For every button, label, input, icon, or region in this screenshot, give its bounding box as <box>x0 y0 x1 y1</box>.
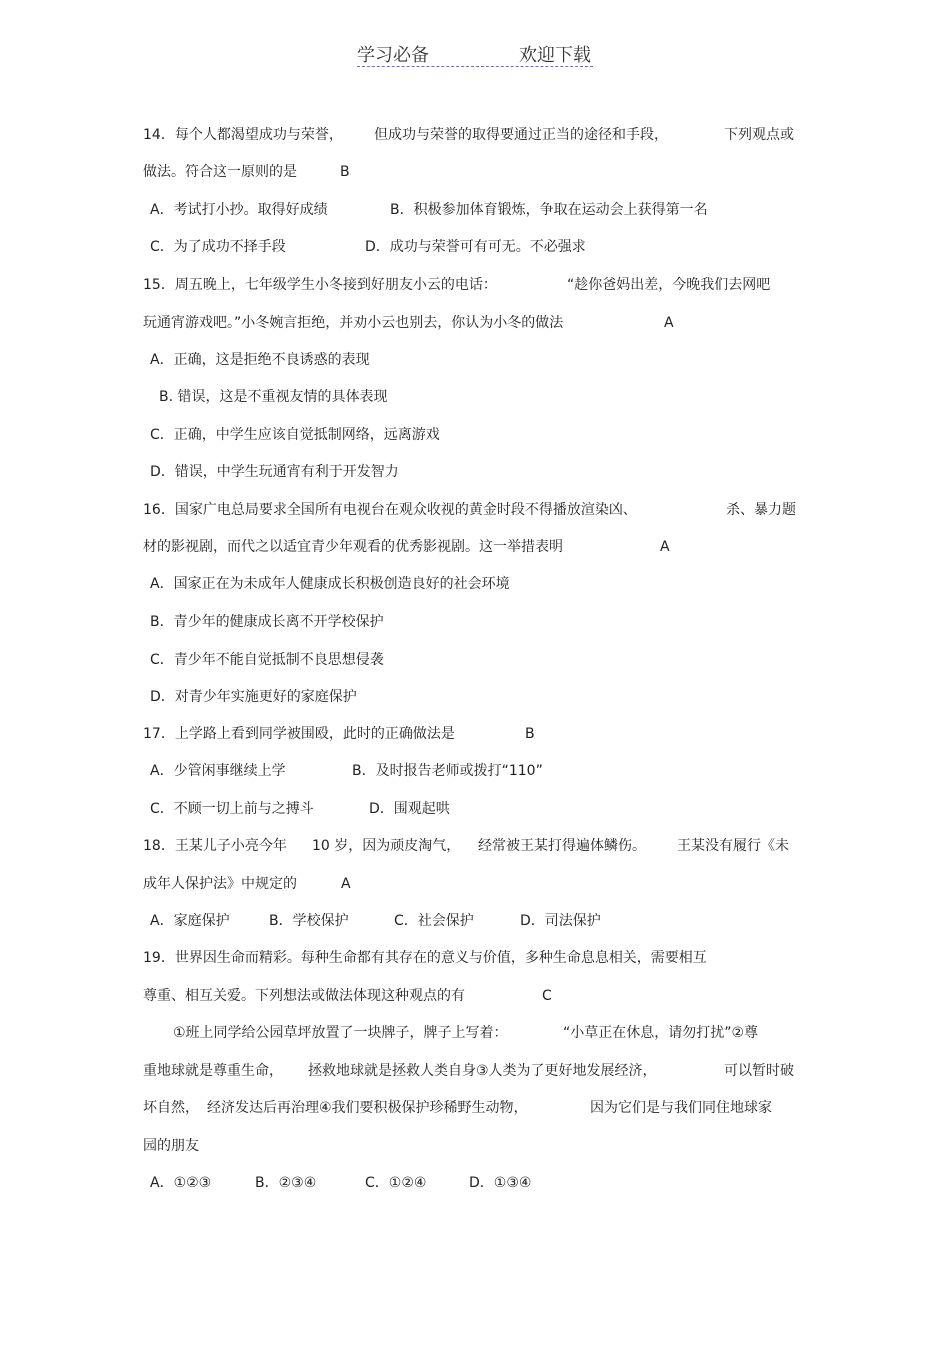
text-segment: 杀、暴力题 <box>726 502 796 518</box>
text-segment: 玩通宵游戏吧。”小冬婉言拒绝，并劝小云也别去，你认为小冬的做法 <box>143 315 564 331</box>
text-segment: C．社会保护 <box>394 913 474 929</box>
text-segment: A．家庭保护 <box>150 913 230 929</box>
text-segment: 经济发达后再治理④我们要积极保护珍稀野生动物， <box>207 1100 528 1116</box>
text-segment: 因为它们是与我们同住地球家 <box>590 1100 772 1116</box>
text-segment: D．围观起哄 <box>369 801 450 817</box>
header-left-text: 学习必备 <box>357 45 429 66</box>
text-segment: B．②③④ <box>255 1175 317 1191</box>
text-segment: A．正确，这是拒绝不良诱惑的表现 <box>150 352 370 368</box>
text-segment: 做法。符合这一原则的是 <box>143 164 297 180</box>
text-segment: B．学校保护 <box>269 913 349 929</box>
text-segment: 园的朋友 <box>143 1138 199 1154</box>
text-segment: 19．世界因生命而精彩。每种生命都有其存在的意义与价值，多种生命息息相关，需要相互 <box>143 950 707 966</box>
page-header <box>357 40 593 67</box>
text-segment: “小草正在休息，请勿打扰”②尊 <box>563 1025 759 1041</box>
text-segment: C <box>542 988 552 1004</box>
text-segment: 可以暂时破 <box>724 1063 794 1079</box>
text-segment: A <box>664 315 674 331</box>
text-segment: D．对青少年实施更好的家庭保护 <box>150 689 357 705</box>
text-segment: A．国家正在为未成年人健康成长积极创造良好的社会环境 <box>150 576 510 592</box>
text-segment: B <box>340 164 350 180</box>
text-segment: 尊重、相互关爱。下列想法或做法体现这种观点的有 <box>143 988 465 1004</box>
text-segment: “趁你爸妈出差，今晚我们去网吧 <box>567 277 771 293</box>
text-segment: C．①②④ <box>365 1175 427 1191</box>
text-segment: C．青少年不能自觉抵制不良思想侵袭 <box>150 652 384 668</box>
text-segment: 坏自然， <box>143 1100 199 1116</box>
text-segment: 下列观点或 <box>724 127 794 143</box>
text-segment: 10 岁，因为顽皮淘气， <box>312 838 461 854</box>
text-segment: 王某没有履行《未 <box>677 838 789 854</box>
text-segment: C．正确，中学生应该自觉抵制网络，远离游戏 <box>150 427 440 443</box>
text-segment: D．成功与荣誉可有可无。不必强求 <box>365 239 586 255</box>
text-segment: 14．每个人都渴望成功与荣誉， <box>143 127 343 143</box>
text-segment: 经常被王某打得遍体鳞伤。 <box>478 838 646 854</box>
text-segment: 但成功与荣誉的取得要通过正当的途径和手段， <box>374 127 668 143</box>
text-segment: 成年人保护法》中规定的 <box>143 876 297 892</box>
text-segment: D．①③④ <box>469 1175 532 1191</box>
text-segment: D．错误，中学生玩通宵有利于开发智力 <box>150 464 399 480</box>
text-segment: 15．周五晚上，七年级学生小冬接到好朋友小云的电话： <box>143 277 497 293</box>
text-segment: 17．上学路上看到同学被围殴，此时的正确做法是 <box>143 726 455 742</box>
text-segment: B. 错误，这是不重视友情的具体表现 <box>159 389 388 405</box>
text-segment: A <box>341 876 351 892</box>
text-segment: D．司法保护 <box>520 913 601 929</box>
text-segment: A．①②③ <box>150 1175 212 1191</box>
text-segment: 18．王某儿子小亮今年 <box>143 838 287 854</box>
text-segment: A <box>660 539 670 555</box>
text-segment: 材的影视剧，而代之以适宜青少年观看的优秀影视剧。这一举措表明 <box>143 539 563 555</box>
text-segment: 16．国家广电总局要求全国所有电视台在观众收视的黄金时段不得播放渲染凶、 <box>143 502 637 518</box>
text-segment: C．不顾一切上前与之搏斗 <box>150 801 314 817</box>
text-segment: A．考试打小抄。取得好成绩 <box>150 202 328 218</box>
text-segment: ①班上同学给公园草坪放置了一块牌子，牌子上写着： <box>173 1025 508 1041</box>
text-segment: B．积极参加体育锻炼，争取在运动会上获得第一名 <box>390 202 708 218</box>
text-segment: C．为了成功不择手段 <box>150 239 286 255</box>
header-right-text: 欢迎下载 <box>519 45 591 66</box>
text-segment: B <box>525 726 535 742</box>
text-segment: 拯救地球就是拯救人类自身③人类为了更好地发展经济， <box>308 1063 657 1079</box>
text-segment: B．青少年的健康成长离不开学校保护 <box>150 614 384 630</box>
text-segment: A．少管闲事继续上学 <box>150 763 286 779</box>
text-segment: B．及时报告老师或拨打“110” <box>352 763 543 779</box>
text-segment: 重地球就是尊重生命， <box>143 1063 283 1079</box>
